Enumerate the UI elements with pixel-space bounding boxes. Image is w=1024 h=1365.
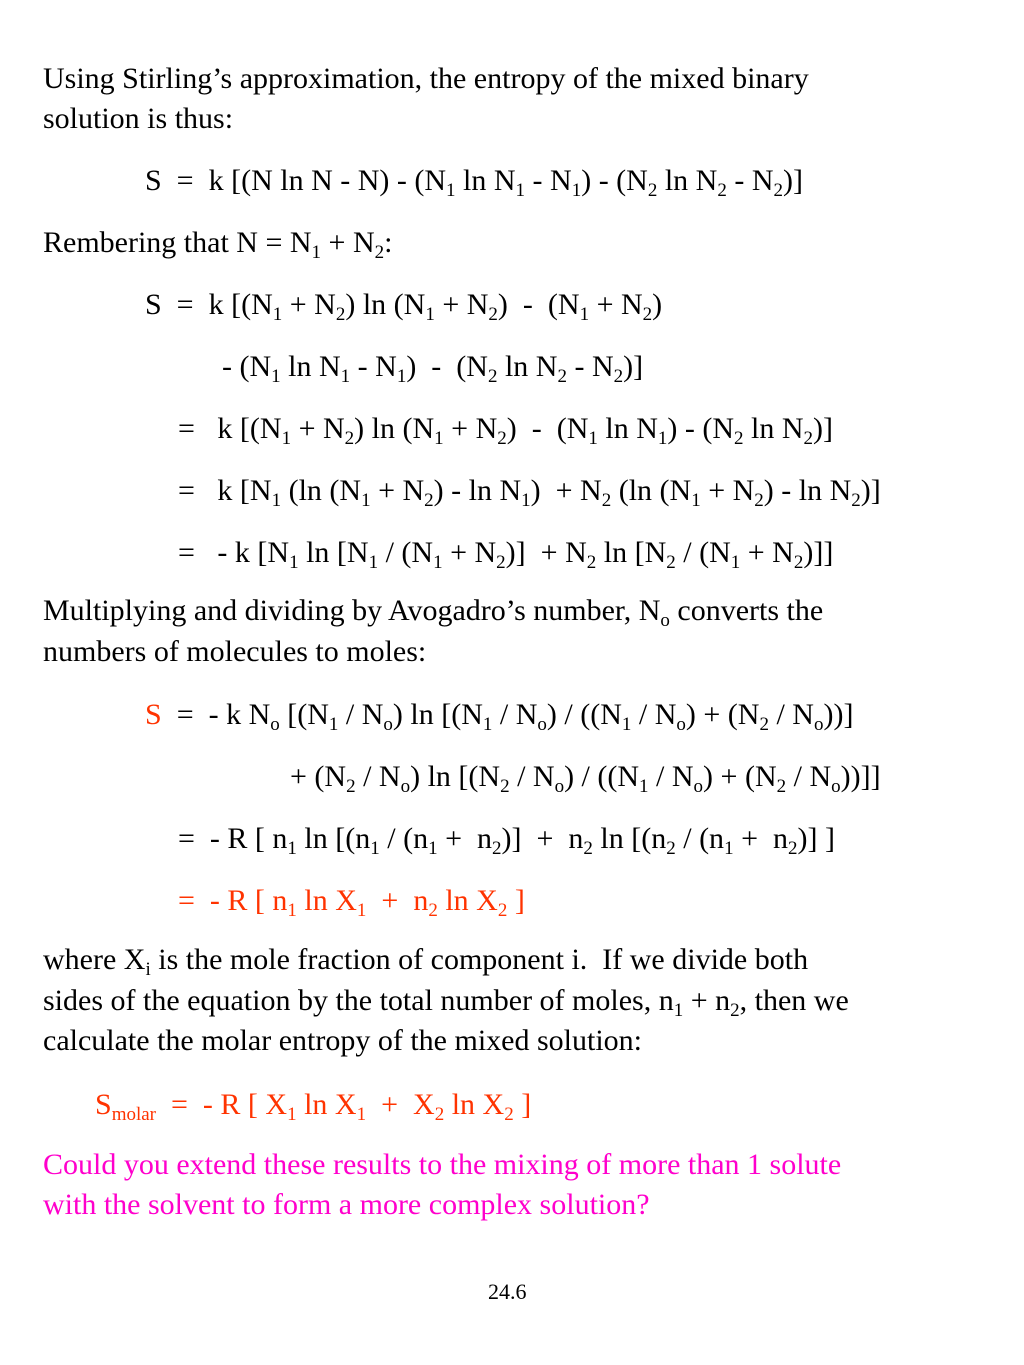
text-segment: ln X <box>296 884 357 917</box>
text-segment: ) ln (N <box>345 288 426 321</box>
subscript: o <box>400 776 411 797</box>
text-segment: / N <box>631 698 677 731</box>
text-segment: )] <box>783 164 803 197</box>
text-segment: ln N <box>280 350 341 383</box>
equation-moles-3 <box>178 821 835 857</box>
text-segment: + N <box>442 536 497 569</box>
subscript: 1 <box>361 490 371 511</box>
equation-substitute-1 <box>145 287 662 323</box>
text-segment: / (n <box>379 822 429 855</box>
subscript: o <box>270 714 280 735</box>
text-segment: + N <box>443 412 498 445</box>
subscript: 1 <box>271 366 281 387</box>
equation-mole-fraction <box>178 883 525 919</box>
question-line-2 <box>43 1187 650 1223</box>
text-segment: / (n <box>675 822 725 855</box>
subscript: o <box>693 776 704 797</box>
text-segment: ) + (N <box>703 760 777 793</box>
text-segment: ln [N <box>596 536 667 569</box>
subscript: 2 <box>492 838 502 859</box>
text-segment: where X <box>43 943 146 976</box>
text-segment: + n <box>683 984 731 1017</box>
equation-stirling <box>145 163 803 199</box>
text-segment: ln N <box>743 412 804 445</box>
subscript: o <box>813 714 824 735</box>
text-segment: ) <box>652 288 663 321</box>
text-segment: ] <box>513 1088 532 1121</box>
text-segment: converts the <box>669 594 824 627</box>
subscript: o <box>554 776 565 797</box>
text-segment: - (N <box>222 350 272 383</box>
subscript: 2 <box>851 490 861 511</box>
subscript: 2 <box>803 428 814 449</box>
text-segment: )] <box>623 350 644 383</box>
subscript: 1 <box>368 552 379 573</box>
subscript: 1 <box>579 304 590 325</box>
text-segment: S = k [(N ln N - N) - (N <box>145 164 447 197</box>
subscript: 1 <box>396 366 407 387</box>
subscript: 2 <box>497 428 507 449</box>
text-segment: Could you extend these results to the mixing of more than 1 solute <box>43 1148 842 1181</box>
text-segment: is the mole fraction of component i. If we divide both <box>150 943 809 976</box>
text-segment: )] <box>813 412 834 445</box>
text-segment: + n <box>437 822 492 855</box>
text-segment: numbers of molecules to moles: <box>43 635 427 668</box>
text-segment: ) - ln N <box>433 474 522 507</box>
text-segment: S <box>95 1088 112 1121</box>
subscript: 2 <box>487 366 498 387</box>
equation-substitute-2 <box>222 349 643 385</box>
text-segment: )] + N <box>505 536 587 569</box>
text-segment: ) ln [(N <box>392 698 483 731</box>
subscript: 2 <box>773 180 783 201</box>
subscript: o <box>383 714 393 735</box>
text-segment: ) - (N <box>406 350 488 383</box>
text-segment: Rembering that N = N <box>43 226 312 259</box>
text-segment: )] + n <box>501 822 584 855</box>
subscript: 1 <box>287 900 297 921</box>
subscript: 2 <box>787 838 798 859</box>
text-segment: ) ln (N <box>354 412 435 445</box>
subscript: 1 <box>281 428 292 449</box>
subscript: 2 <box>335 304 346 325</box>
text-segment: + X <box>366 1088 435 1121</box>
text-segment: + n <box>366 884 429 917</box>
text-segment: - N <box>726 164 774 197</box>
subscript: 1 <box>370 838 380 859</box>
subscript: 2 <box>583 838 593 859</box>
text-segment: - N <box>566 350 614 383</box>
subscript: 1 <box>287 838 297 859</box>
subscript: 2 <box>504 1104 514 1125</box>
text-segment: )] <box>860 474 881 507</box>
text-segment: calculate the molar entropy of the mixed solution: <box>43 1024 642 1057</box>
text-segment: with the solvent to form a more complex solution? <box>43 1188 650 1221</box>
subscript: 2 <box>346 776 356 797</box>
text-segment: S = k [(N <box>145 288 273 321</box>
subscript: 1 <box>356 900 367 921</box>
text-segment: , then we <box>739 984 849 1017</box>
subscript: o <box>660 610 670 631</box>
text-segment: )]] <box>803 536 834 569</box>
text-segment: ln X <box>444 1088 505 1121</box>
text-segment: / N <box>648 760 694 793</box>
equation-moles-2 <box>290 759 881 795</box>
subscript: 2 <box>428 900 438 921</box>
molar-line-2 <box>43 983 849 1019</box>
text-segment: ln X <box>296 1088 357 1121</box>
subscript: 1 <box>271 490 282 511</box>
subscript: 2 <box>730 1000 740 1021</box>
molar-line-3 <box>43 1023 642 1059</box>
text-segment: ) + (N <box>685 698 760 731</box>
subscript: 1 <box>340 366 351 387</box>
text-segment: / (N <box>378 536 434 569</box>
equation-molar-entropy <box>95 1087 531 1123</box>
text-segment: = k [(N <box>178 412 282 445</box>
subscript: 1 <box>588 428 598 449</box>
subscript: 1 <box>311 242 322 263</box>
subscript: 1 <box>434 428 444 449</box>
subscript: 2 <box>424 490 434 511</box>
intro-line-2 <box>43 101 233 137</box>
text-segment: = - k [N <box>178 536 290 569</box>
subscript: 1 <box>571 180 582 201</box>
text-segment: ))] <box>823 698 854 731</box>
text-segment: = - k N <box>161 698 271 731</box>
subscript: 1 <box>272 304 283 325</box>
text-segment: + N <box>291 412 345 445</box>
text-segment: ] <box>507 884 525 917</box>
subscript: 1 <box>691 490 701 511</box>
subscript: 1 <box>724 838 734 859</box>
subscript: 1 <box>425 304 435 325</box>
text-segment: = k [N <box>178 474 272 507</box>
subscript: 2 <box>734 428 744 449</box>
subscript: o <box>537 714 547 735</box>
text-segment: / N <box>786 760 832 793</box>
text-segment: ) - (N <box>506 412 589 445</box>
text-segment: + n <box>733 822 788 855</box>
equation-moles-1 <box>145 697 853 733</box>
equation-step-2 <box>178 473 881 509</box>
subscript: 2 <box>776 776 787 797</box>
text-segment: ) - (N <box>667 412 735 445</box>
text-segment: ln [N <box>298 536 369 569</box>
subscript: i <box>145 959 151 980</box>
text-segment: + N <box>282 288 336 321</box>
subscript: o <box>831 776 841 797</box>
text-segment: + N <box>370 474 425 507</box>
subscript: 1 <box>639 776 649 797</box>
subscript: 1 <box>521 490 531 511</box>
text-segment: ln N <box>597 412 658 445</box>
text-segment: ) - ln N <box>763 474 852 507</box>
text-segment: ) / ((N <box>564 760 640 793</box>
subscript: 1 <box>433 552 443 573</box>
text-segment: / N <box>355 760 401 793</box>
text-segment: solution is thus: <box>43 102 234 135</box>
subscript: 2 <box>666 838 676 859</box>
text-segment: - N <box>350 350 397 383</box>
text-segment: + N <box>700 474 755 507</box>
subscript: 2 <box>793 552 804 573</box>
subscript: 2 <box>647 180 658 201</box>
avogadro-line-2 <box>43 634 426 670</box>
subscript: 1 <box>428 838 438 859</box>
subscript: 1 <box>621 714 632 735</box>
subscript: 1 <box>482 714 493 735</box>
text-segment: / N <box>338 698 384 731</box>
molar-line-1 <box>43 942 808 978</box>
subscript: 1 <box>356 1104 367 1125</box>
text-segment: ) / ((N <box>546 698 622 731</box>
text-segment: / N <box>768 698 814 731</box>
text-segment: = - R [ n <box>178 884 288 917</box>
avogadro-line-1 <box>43 593 823 629</box>
subscript: 2 <box>666 552 676 573</box>
subscript: 2 <box>613 366 624 387</box>
equation-step-1 <box>178 411 833 447</box>
text-segment: / (N <box>675 536 731 569</box>
text-segment: ))]] <box>840 760 881 793</box>
text-segment: ln [(n <box>296 822 371 855</box>
subscript: 2 <box>759 714 769 735</box>
subscript: 1 <box>673 1000 684 1021</box>
subscript: 2 <box>557 366 567 387</box>
subscript: molar <box>111 1104 157 1125</box>
text-segment: ) ln [(N <box>410 760 501 793</box>
equation-step-3 <box>178 535 833 571</box>
subscript: 2 <box>488 304 498 325</box>
text-segment: + N <box>589 288 643 321</box>
text-segment: ln N <box>497 350 558 383</box>
subscript: 2 <box>344 428 355 449</box>
text-segment: Multiplying and dividing by Avogadro’s number, N <box>43 594 661 627</box>
text-segment: ) - (N <box>497 288 580 321</box>
subscript: 2 <box>500 776 510 797</box>
text-segment: / N <box>492 698 538 731</box>
subscript: 1 <box>730 552 741 573</box>
text-segment: (ln (N <box>611 474 692 507</box>
text-segment: )] ] <box>797 822 835 855</box>
subscript: 2 <box>601 490 612 511</box>
subscript: 1 <box>328 714 339 735</box>
subscript: 2 <box>497 900 508 921</box>
text-segment: ) + N <box>530 474 602 507</box>
subscript: o <box>676 714 686 735</box>
text-segment: + N <box>321 226 375 259</box>
text-segment: Using Stirling’s approximation, the entropy of the mixed binary <box>43 62 809 95</box>
text-segment: = - R [ n <box>178 822 288 855</box>
subscript: 1 <box>289 552 299 573</box>
text-segment: [(N <box>279 698 329 731</box>
text-segment: - N <box>525 164 572 197</box>
subscript: 1 <box>657 428 668 449</box>
subscript: 2 <box>717 180 727 201</box>
text-segment: ln [(n <box>592 822 667 855</box>
question-line-1 <box>43 1147 841 1183</box>
text-segment: ) - (N <box>581 164 648 197</box>
subscript: 1 <box>446 180 456 201</box>
remember-line <box>43 225 392 261</box>
subscript: 1 <box>515 180 526 201</box>
text-segment: sides of the equation by the total number of moles, n <box>43 984 674 1017</box>
text-segment: : <box>384 226 393 259</box>
text-segment: ln N <box>657 164 718 197</box>
text-segment: ln X <box>437 884 498 917</box>
page-number: 24.6 <box>488 1279 527 1304</box>
subscript: 2 <box>642 304 653 325</box>
subscript: 2 <box>754 490 764 511</box>
text-segment: + N <box>434 288 489 321</box>
subscript: 2 <box>434 1104 445 1125</box>
subscript: 2 <box>374 242 385 263</box>
text-segment: / N <box>509 760 555 793</box>
text-segment: ln N <box>455 164 516 197</box>
text-segment: S <box>145 698 162 731</box>
text-segment: (ln (N <box>281 474 362 507</box>
text-segment: = - R [ X <box>156 1088 288 1121</box>
intro-line-1 <box>43 61 809 97</box>
subscript: 2 <box>496 552 506 573</box>
subscript: 2 <box>586 552 597 573</box>
text-segment: + N <box>740 536 794 569</box>
subscript: 1 <box>287 1104 297 1125</box>
text-segment: + (N <box>290 760 347 793</box>
